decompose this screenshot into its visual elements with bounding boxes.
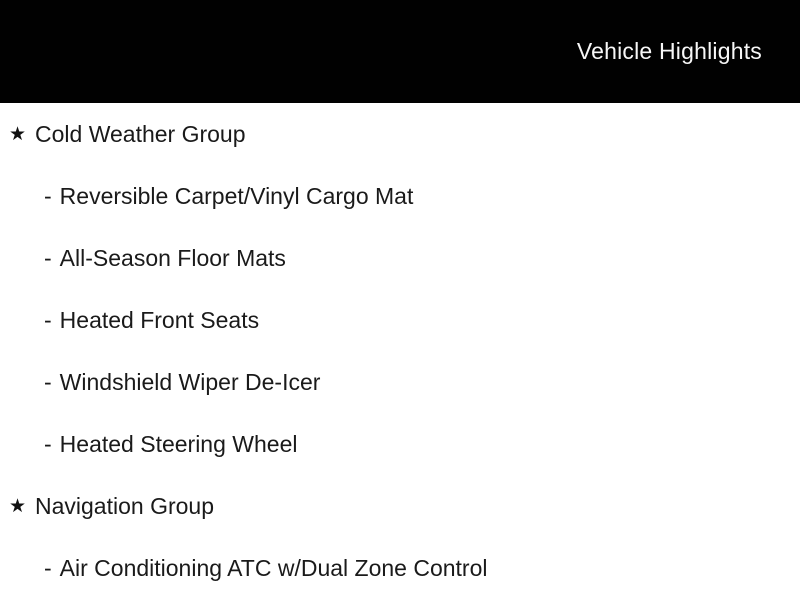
highlights-list (0, 103, 800, 600)
group-row (0, 475, 800, 537)
dash-prefix: - (44, 430, 52, 457)
dash-prefix: - (44, 306, 52, 333)
page-title: Vehicle Highlights (576, 38, 762, 64)
star-icon: ★ (9, 123, 27, 145)
header-bar (0, 0, 800, 103)
feature-label: Windshield Wiper De-Icer (59, 368, 321, 395)
group-row (0, 103, 800, 165)
feature-label: Reversible Carpet/Vinyl Cargo Mat (59, 182, 414, 209)
feature-label: All-Season Floor Mats (59, 244, 286, 271)
feature-row (0, 351, 800, 413)
feature-row (0, 537, 800, 599)
dash-prefix: - (44, 244, 52, 271)
feature-label: Heated Front Seats (59, 306, 260, 333)
feature-row (0, 165, 800, 227)
dash-prefix: - (44, 368, 52, 395)
group-label: Navigation Group (35, 492, 214, 519)
dash-prefix: - (44, 182, 52, 209)
feature-label: Air Conditioning ATC w/Dual Zone Control (59, 554, 488, 581)
feature-row (0, 413, 800, 475)
dash-prefix: - (44, 554, 52, 581)
group-label: Cold Weather Group (35, 120, 246, 147)
star-icon: ★ (9, 495, 27, 517)
feature-row (0, 289, 800, 351)
feature-row (0, 227, 800, 289)
feature-label: Heated Steering Wheel (59, 430, 298, 457)
